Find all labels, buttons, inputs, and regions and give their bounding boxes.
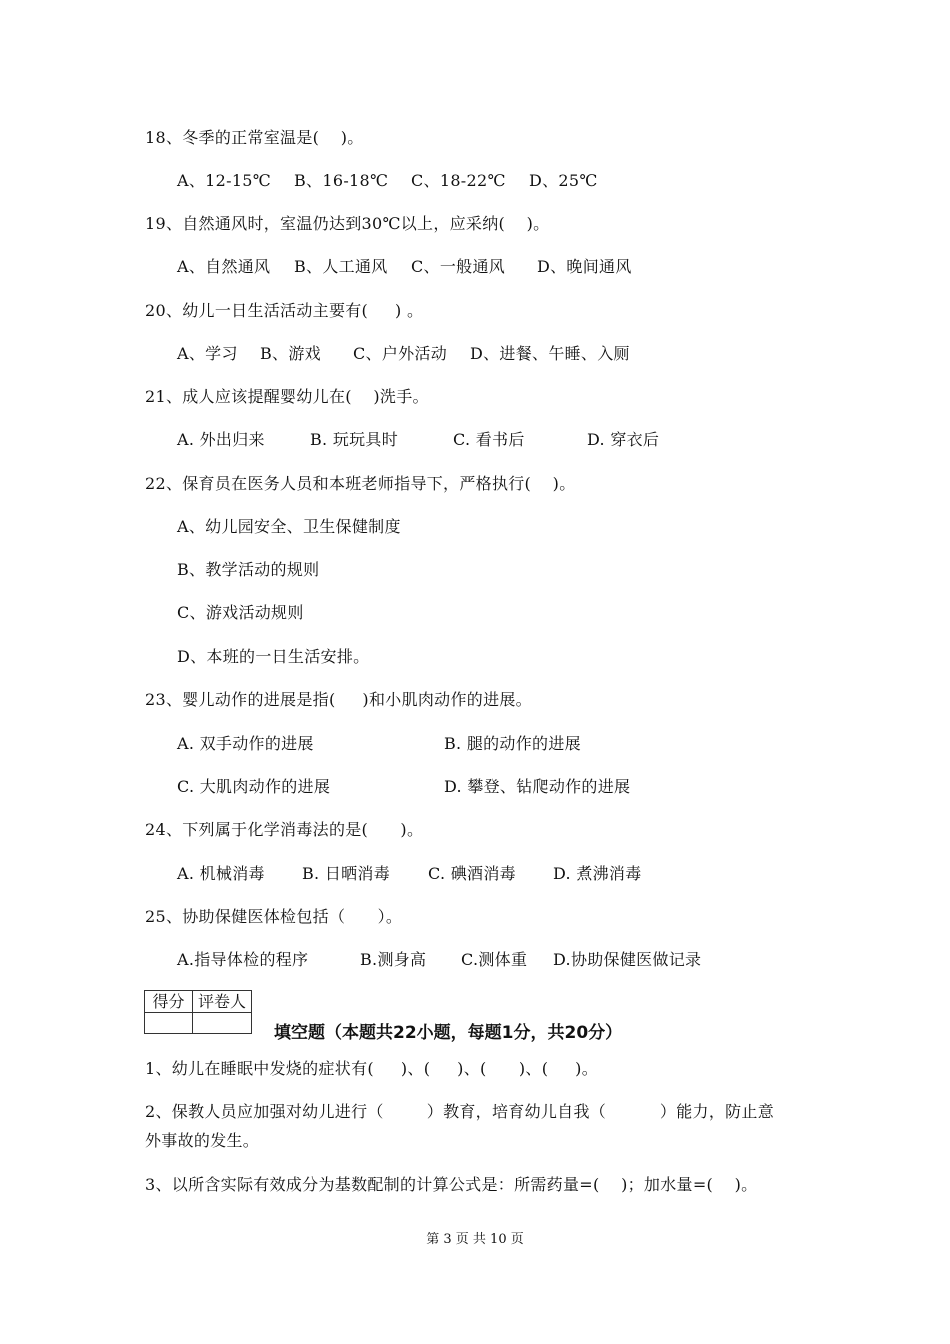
q19-option-c: C、一般通风 — [411, 257, 506, 276]
q21-option-a: A. 外出归来 — [177, 430, 265, 449]
question-18: 18、冬季的正常室温是( )。 — [145, 128, 364, 147]
q24-option-c: C. 碘酒消毒 — [428, 864, 516, 883]
fill-question-1: 1、幼儿在睡眠中发烧的症状有( )、( )、( )、( )。 — [145, 1059, 599, 1078]
q19-option-a: A、自然通风 — [177, 257, 271, 276]
grade-box — [144, 990, 252, 1034]
question-19: 19、自然通风时，室温仍达到30℃以上，应采纳( )。 — [145, 214, 550, 233]
page-footer: 第 3 页 共 10 页 — [426, 1232, 524, 1247]
q25-option-b: B.测身高 — [360, 950, 427, 969]
q18-option-c: C、18-22℃ — [411, 171, 506, 190]
q20-option-c: C、户外活动 — [353, 344, 448, 363]
q21-option-d: D. 穿衣后 — [587, 430, 660, 449]
q25-option-a: A.指导体检的程序 — [177, 950, 309, 969]
fill-question-2-line-2: 外事故的发生。 — [145, 1131, 260, 1150]
q24-option-a: A. 机械消毒 — [177, 864, 265, 883]
grader-label: 评卷人 — [193, 991, 251, 1013]
grader-cell — [193, 1013, 251, 1033]
score-label: 得分 — [145, 991, 193, 1013]
question-23: 23、婴儿动作的进展是指( )和小肌肉动作的进展。 — [145, 690, 532, 709]
question-22: 22、保育员在医务人员和本班老师指导下，严格执行( )。 — [145, 474, 576, 493]
section-title: 填空题（本题共22小题，每题1分，共20分） — [274, 1023, 623, 1043]
q22-option-d: D、本班的一日生活安排。 — [177, 647, 370, 666]
q23-option-c: C. 大肌肉动作的进展 — [177, 777, 331, 796]
q25-option-c: C.测体重 — [461, 950, 528, 969]
question-25: 25、协助保健医体检包括（ ）。 — [145, 907, 403, 926]
q24-option-b: B. 日晒消毒 — [302, 864, 391, 883]
q19-option-d: D、晚间通风 — [537, 257, 632, 276]
q23-option-b: B. 腿的动作的进展 — [444, 734, 581, 753]
q18-option-a: A、12-15℃ — [177, 171, 271, 190]
q22-option-c: C、游戏活动规则 — [177, 603, 304, 622]
q25-option-d: D.协助保健医做记录 — [553, 950, 702, 969]
q22-option-a: A、幼儿园安全、卫生保健制度 — [177, 517, 401, 536]
q24-option-d: D. 煮沸消毒 — [553, 864, 642, 883]
score-cell — [145, 1013, 193, 1033]
question-24: 24、下列属于化学消毒法的是( )。 — [145, 820, 424, 839]
q22-option-b: B、教学活动的规则 — [177, 560, 320, 579]
q19-option-b: B、人工通风 — [294, 257, 388, 276]
question-21: 21、成人应该提醒婴幼儿在( )洗手。 — [145, 387, 429, 406]
q20-option-a: A、学习 — [177, 344, 238, 363]
q23-option-d: D. 攀登、钻爬动作的进展 — [444, 777, 631, 796]
question-20: 20、幼儿一日生活活动主要有( ) 。 — [145, 301, 424, 320]
fill-question-2-line-1: 2、保教人员应加强对幼儿进行（ ）教育，培育幼儿自我（ ）能力，防止意 — [145, 1102, 775, 1121]
q20-option-b: B、游戏 — [260, 344, 321, 363]
q20-option-d: D、进餐、午睡、入厕 — [470, 344, 630, 363]
fill-question-3: 3、以所含实际有效成分为基数配制的计算公式是：所需药量=( )；加水量=( )。 — [145, 1175, 758, 1194]
q21-option-c: C. 看书后 — [453, 430, 525, 449]
q23-option-a: A. 双手动作的进展 — [177, 734, 314, 753]
q18-option-d: D、25℃ — [529, 171, 598, 190]
q18-option-b: B、16-18℃ — [294, 171, 389, 190]
q21-option-b: B. 玩玩具时 — [310, 430, 399, 449]
